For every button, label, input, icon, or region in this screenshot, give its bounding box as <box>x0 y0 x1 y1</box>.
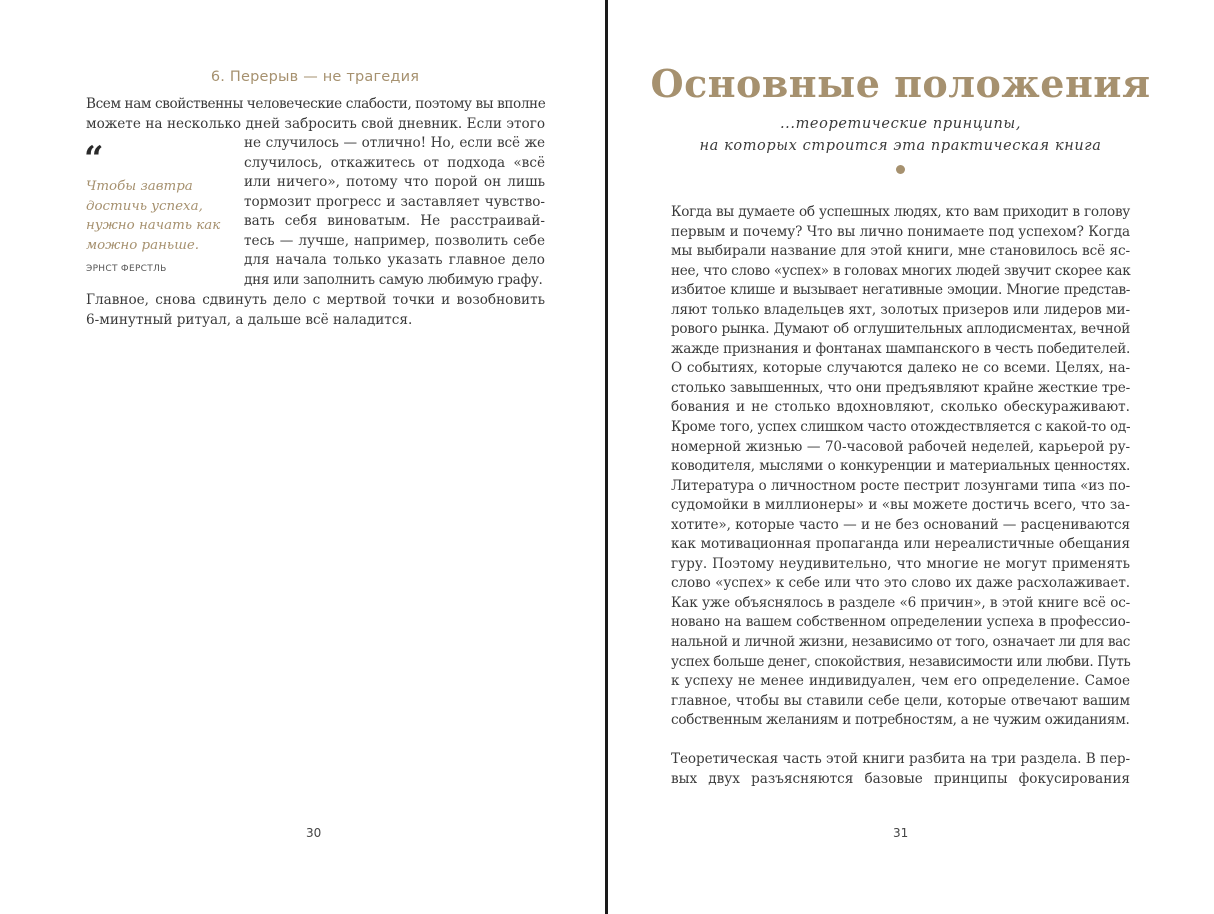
text-line: Теоретическая часть этой книги разбита на три раздела. В пер- <box>671 751 1130 767</box>
text-line: Кроме того, успех слишком часто отождествляется с какой-то од- <box>671 419 1131 436</box>
text-line: случилось, откажитесь от подхода «всё <box>244 154 545 171</box>
text-line: главное, чтобы вы ставили себе цели, которые отвечают вашим <box>671 692 1130 709</box>
quote-line: можно раньше. <box>86 237 200 253</box>
text-line: первым и почему? Что вы лично понимаете под успехом? Когда <box>671 223 1130 240</box>
text-line: жажде признания и фонтанах шампанского в честь победителей. <box>671 340 1130 357</box>
right-paragraph-second <box>671 750 1130 789</box>
text-line: номерной жизнью — 70-часовой рабочей неделей, карьерой ру- <box>671 438 1130 455</box>
text-line: слово «успех» к себе или что это слово их даже расхолаживает. <box>671 575 1130 592</box>
text-line: или ничего», потому что порой он лишь <box>244 174 545 191</box>
text-line: тесь — лучше, например, позволить себе <box>244 232 545 249</box>
text-line: собственным желаниям и потребностям, а не чужим ожиданиям. <box>671 712 1130 729</box>
text-line: тормозит прогресс и заставляет чувство- <box>244 193 545 210</box>
text-line: успех больше денег, спокойствия, независимости или любви. Путь <box>671 653 1131 670</box>
pull-quote <box>86 177 236 255</box>
text-line: столько завышенных, что они предъявляют крайне жесткие тре- <box>671 379 1130 396</box>
quote-line: достичь успеха, <box>86 198 203 214</box>
text-line: к успеху не менее индивидуален, чем его определение. Самое <box>671 673 1130 690</box>
text-line: можете на несколько дней забросить свой дневник. Если этого <box>86 115 545 132</box>
text-line: О событиях, которые случаются далеко не со всеми. Целях, на- <box>671 360 1130 377</box>
text-line: Как уже объяснялось в разделе «6 причин», в этой книге всё ос- <box>671 594 1130 611</box>
quote-line: нужно начать как <box>86 218 221 234</box>
text-line: 6-минутный ритуал, а дальше всё наладится. <box>86 311 413 328</box>
text-line: Всем нам свойственны человеческие слабости, поэтому вы вполне <box>86 96 546 112</box>
text-line: вать себя виноватым. Не расстраивай- <box>244 213 545 230</box>
quote-line: Чтобы завтра <box>86 179 193 194</box>
text-line: хотите», которые часто — и не без оснований — расцениваются <box>671 516 1130 533</box>
text-line: вых двух разъясняются базовые принципы фокусирования <box>671 770 1130 787</box>
text-line: ководителя, мыслями о конкуренции и материальных ценностях. <box>671 458 1130 475</box>
chapter-title: Основные положения <box>650 61 1151 106</box>
subtitle-line: ...теоретические принципы, <box>779 116 1022 132</box>
text-line: избитое клише и вызывает негативные эмоции. Многие представ- <box>671 282 1130 299</box>
text-line: рового рынка. Думают об оглушительных аплодисментах, вечной <box>671 321 1130 338</box>
left-paragraph-wrapped <box>244 134 545 290</box>
text-line: ляют только владельцев яхт, золотых призеров или лидеров ми- <box>671 301 1130 318</box>
subtitle-line: на которых строится эта практическая книга <box>699 138 1102 154</box>
text-line: новано на вашем собственном определении успеха в профессио- <box>671 614 1130 631</box>
right-paragraph-main <box>671 203 1130 731</box>
left-paragraph-bottom <box>86 291 545 330</box>
page-number-right: 31 <box>893 826 909 840</box>
page-number-left: 30 <box>306 826 322 840</box>
text-line: не случилось — отлично! Но, если всё же <box>244 135 545 151</box>
quote-mark-icon: “ <box>84 139 104 179</box>
text-line: дня или заполнить самую любимую графу. <box>244 271 543 288</box>
text-line: нее, что слово «успех» в головах многих людей звучит скорее как <box>671 262 1131 279</box>
decorative-dot <box>896 165 905 174</box>
chapter-subtitle <box>609 113 1192 157</box>
text-line: как мотивационная пропаганда или нереалистичные обещания <box>671 536 1130 553</box>
left-paragraph-top <box>86 95 545 134</box>
text-line: судомойки в миллионеры» и «вы можете достичь всего, что за- <box>671 497 1130 514</box>
section-heading: 6. Перерыв — не трагедия <box>210 69 420 85</box>
quote-author: ЭРНСТ ФЕРСТЛЬ <box>86 264 167 274</box>
text-line: мы выбирали название для этой книги, мне становилось всё яс- <box>671 243 1130 260</box>
text-line: Литература о личностном росте пестрит лозунгами типа «из по- <box>671 477 1130 494</box>
book-spine <box>605 0 608 914</box>
text-line: Когда вы думаете об успешных людях, кто вам приходит в голову <box>671 204 1130 220</box>
text-line: бования и не столько вдохновляют, сколько обескураживают. <box>671 399 1130 416</box>
text-line: нальной и личной жизни, независимо от того, означает ли для вас <box>671 634 1130 651</box>
text-line: гуру. Поэтому неудивительно, что многие не могут применять <box>671 555 1130 572</box>
text-line: для начала только указать главное дело <box>244 252 545 269</box>
text-line: Главное, снова сдвинуть дело с мертвой точки и возобновить <box>86 292 545 308</box>
